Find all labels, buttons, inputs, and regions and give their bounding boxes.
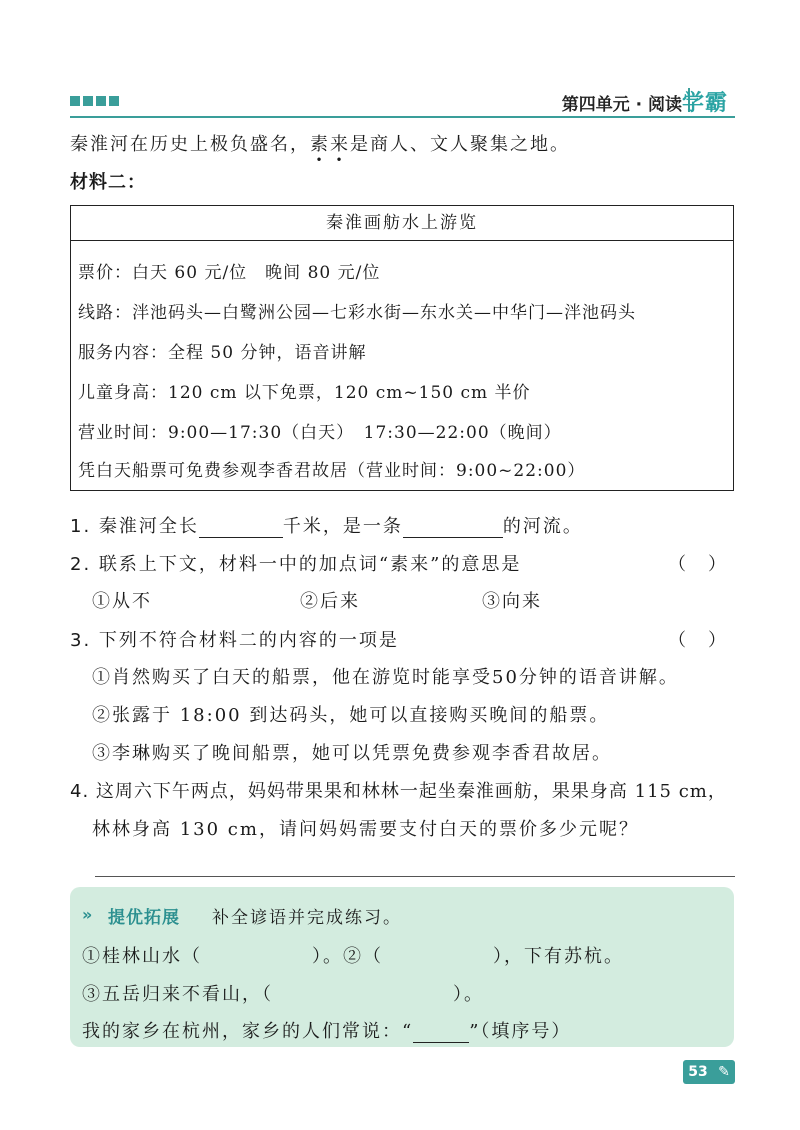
answer-parentheses[interactable]: （ ） (668, 554, 728, 575)
table-row: 票价：白天 60 元/位 晚间 80 元/位 (78, 263, 381, 283)
table-row: 线路：泮池码头—白鹭洲公园—七彩水街—东水关—中华门—泮池码头 (78, 303, 636, 323)
option: ③向来 (482, 591, 542, 612)
table-row: 服务内容：全程 50 分钟，语音讲解 (78, 343, 367, 363)
header-square (109, 96, 119, 106)
pencil-icon: ✎ (713, 1060, 735, 1084)
answer-blank[interactable] (403, 519, 503, 538)
dotted-char: 来 (330, 134, 350, 155)
option: ①肖然购买了白天的船票，他在游览时能享受50分钟的语音讲解。 (92, 667, 679, 688)
question-text: 秦淮河全长 (98, 516, 199, 537)
header-square (70, 96, 80, 106)
material-two-label: 材料二： (70, 172, 146, 193)
proverb-text: ），下有苏杭。 (493, 946, 624, 967)
question-4 (70, 777, 727, 803)
question-number: 2. (70, 554, 92, 575)
answer-blank[interactable] (413, 1024, 469, 1043)
option: ①从不 (92, 591, 152, 612)
question-text: 下列不符合材料二的内容的一项是 (98, 630, 399, 651)
proverb-text: ）。 (453, 984, 484, 1005)
answer-line[interactable] (95, 876, 735, 877)
question-number: 4. (70, 781, 90, 802)
intro-sentence (70, 130, 570, 156)
extension-instruction: 补全谚语并完成练习。 (212, 908, 402, 928)
header-decoration (70, 96, 119, 106)
proverb-text: 我的家乡在杭州，家乡的人们常说：“ (82, 1021, 414, 1042)
question-number: 1. (70, 516, 92, 537)
header-square (83, 96, 93, 106)
question-text: 联系上下文，材料一中的加点词“素来”的意思是 (98, 554, 522, 575)
proverb-text: ”（填序号） (469, 1021, 572, 1042)
proverb-line-1 (82, 942, 624, 968)
intro-part1: 秦淮河在历史上极负盛名， (70, 134, 310, 155)
answer-blank[interactable] (199, 519, 283, 538)
info-table (70, 205, 734, 491)
table-row: 营业时间：9:00—17:30（白天） 17:30—22:00（晚间） (78, 423, 562, 443)
option: ②后来 (300, 591, 360, 612)
table-row: 凭白天船票可免费参观李香君故居（营业时间：9:00~22:00） (78, 461, 586, 481)
proverb-line-3 (82, 1017, 571, 1043)
question-text: 千米，是一条 (282, 516, 403, 537)
question-text: 林林身高 130 cm，请问妈妈需要支付白天的票价多少元呢？ (92, 819, 639, 840)
option: ②张露于 18:00 到达码头，她可以直接购买晚间的船票。 (92, 705, 610, 726)
question-1 (70, 512, 583, 538)
extension-title: 提优拓展 (108, 908, 180, 928)
table-title: 秦淮画舫水上游览 (71, 206, 733, 241)
proverb-line-2 (82, 980, 484, 1006)
proverb-text: ）。②（ (312, 946, 383, 967)
header-square (96, 96, 106, 106)
double-chevron-icon: » (82, 905, 93, 924)
question-text: 的河流。 (502, 516, 583, 537)
dotted-char: 素 (310, 134, 330, 155)
question-number: 3. (70, 630, 92, 651)
question-3 (70, 626, 399, 652)
question-text: 这周六下午两点，妈妈带果果和林林一起坐秦淮画舫，果果身高 115 cm， (95, 781, 727, 802)
brand-logo: 学霸 (681, 91, 728, 116)
question-2 (70, 550, 521, 576)
header-rule (70, 116, 735, 118)
page-number: 53 (683, 1060, 713, 1084)
table-row: 儿童身高：120 cm 以下免票，120 cm~150 cm 半价 (78, 383, 531, 403)
proverb-text: ①桂林山水（ (82, 946, 202, 967)
unit-title: 第四单元 · 阅读 (561, 95, 682, 115)
intro-part2: 是商人、文人聚集之地。 (350, 134, 570, 155)
proverb-text: ③五岳归来不看山，（ (82, 984, 273, 1005)
option: ③李琳购买了晚间船票，她可以凭票免费参观李香君故居。 (92, 743, 612, 764)
answer-parentheses[interactable]: （ ） (668, 630, 728, 651)
